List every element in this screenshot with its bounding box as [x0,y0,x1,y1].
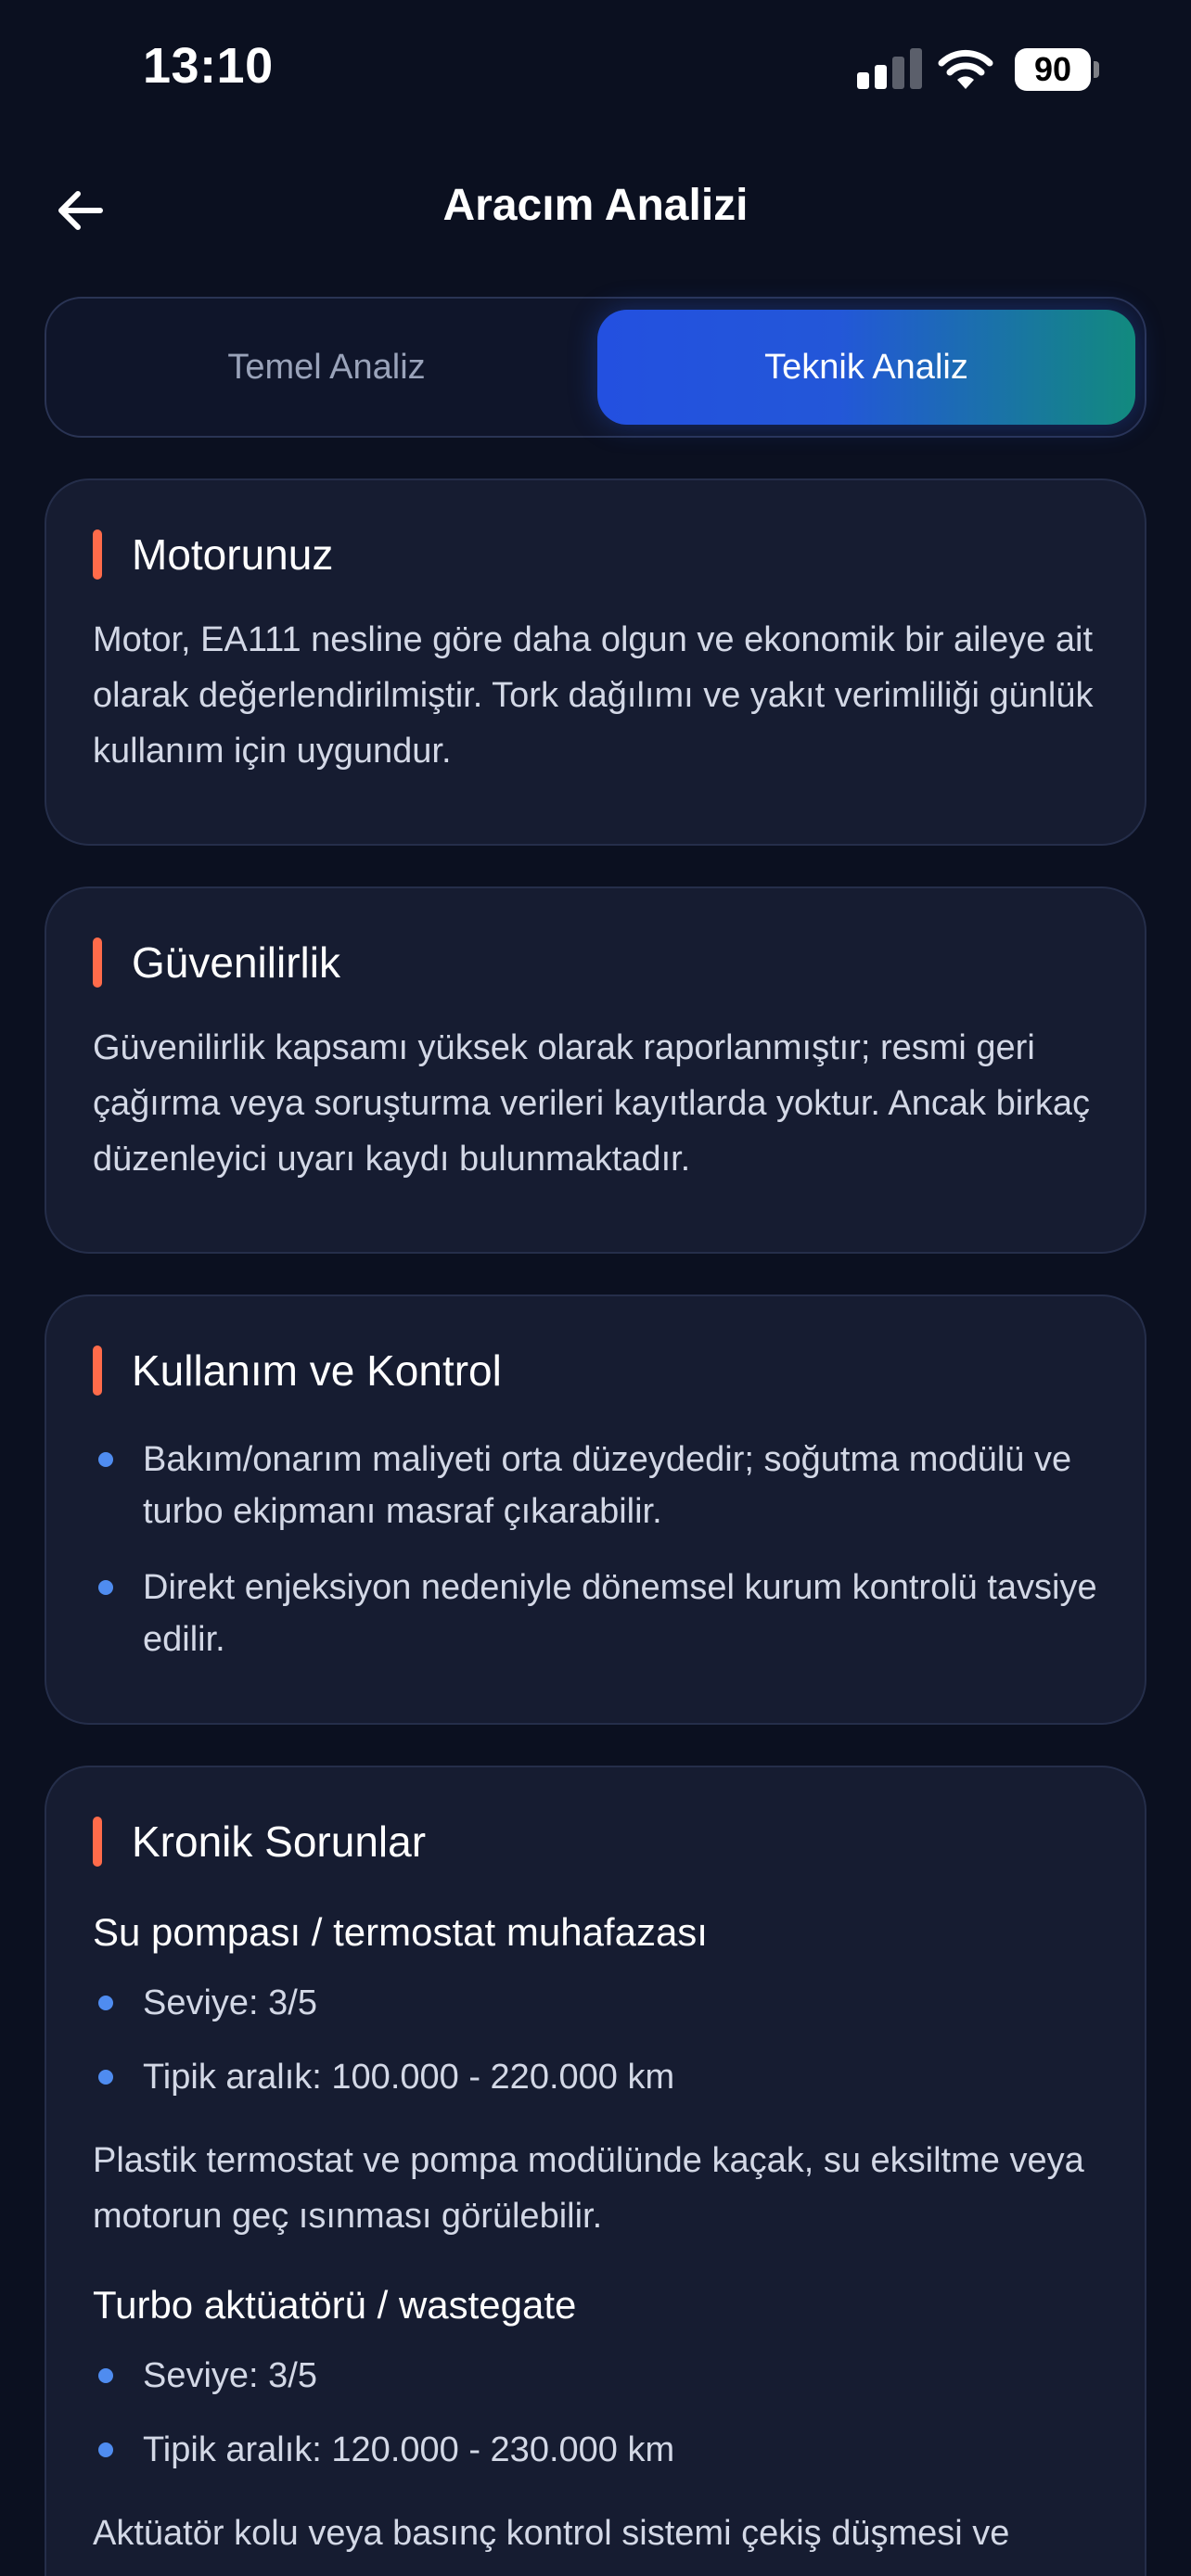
issue-level [93,2350,1108,2402]
bullet-dot [98,2070,113,2085]
battery-percent: 90 [1033,50,1072,88]
battery-level [1015,48,1091,91]
issue-range-text: Tipik aralık: 100.000 - 220.000 km [143,2058,675,2097]
engine-description: Motor, EA111 nesline göre daha olgun ve ekonomik bir aileye ait olarak değerlendirilmiştir. Tork dağılımı ve yakıt verimliliği günlük kullanım için uygundur. [93,620,1094,771]
list-item [93,1562,1108,1665]
card-header [93,937,340,988]
issue-description: Plastik termostat ve pompa modülünde kaçak, su eksiltme veya motorun geç ısınması görülebilir. [93,2141,1084,2236]
issue-details [93,1977,1108,2127]
accent-bar [93,1817,102,1867]
cellular-signal-icon [857,48,922,89]
bullet-dot [98,2368,113,2383]
issue-title: Turbo aktüatörü / wastegate [93,2283,577,2327]
accent-bar [93,529,102,580]
issue-range [93,2424,1108,2476]
bullet-dot [98,2442,113,2457]
accent-bar [93,1345,102,1396]
usage-bullet-list [93,1434,1108,1690]
usage-card [45,1294,1146,1725]
accent-bar [93,937,102,988]
header [0,158,1191,260]
issue-range-text: Tipik aralık: 120.000 - 230.000 km [143,2430,675,2469]
card-title: Güvenilirlik [132,938,340,987]
bullet-dot [98,1452,113,1467]
page-title: Aracım Analizi [442,181,749,230]
issue-title: Su pompası / termostat muhafazası [93,1910,708,1954]
card-header [93,1345,502,1396]
card-header [93,1816,426,1868]
card-header [93,529,333,580]
issue-range [93,2051,1108,2103]
card-title: Kullanım ve Kontrol [132,1346,502,1395]
card-title: Motorunuz [132,530,334,579]
status-time: 13:10 [143,38,274,94]
bullet-dot [98,1996,113,2010]
issue-level-text: Seviye: 3/5 [143,2356,317,2395]
reliability-description: Güvenilirlik kapsamı yüksek olarak raporlanmıştır; resmi geri çağırma veya soruşturma verileri kayıtlarda yoktur. Ancak birkaç düzenleyici uyarı kaydı bulunmaktadır. [93,1028,1090,1179]
battery-tip [1094,61,1099,78]
battery-icon [1015,48,1098,91]
engine-card [45,478,1146,846]
list-item-text: Bakım/onarım maliyeti orta düzeydedir; soğutma modülü ve turbo ekipmanı masraf çıkarabilir. [143,1440,1072,1531]
analysis-tabs [45,297,1146,438]
card-title: Kronik Sorunlar [132,1817,427,1866]
tab-basic-analysis[interactable]: Temel Analiz [227,347,426,387]
reliability-card [45,886,1146,1254]
wifi-icon [937,48,994,91]
list-item [93,1434,1108,1537]
issue-level [93,1977,1108,2029]
issue-description: Aktüatör kolu veya basınç kontrol sistemi çekiş düşmesi ve [93,2514,1010,2553]
issue-details [93,2350,1108,2500]
status-bar [0,0,1191,139]
chronic-issues-card [45,1766,1146,2576]
bullet-dot [98,1580,113,1595]
list-item-text: Direkt enjeksiyon nedeniyle dönemsel kurum kontrolü tavsiye edilir. [143,1568,1097,1659]
issue-level-text: Seviye: 3/5 [143,1983,317,2022]
tab-technical-analysis[interactable]: Teknik Analiz [597,310,1135,425]
